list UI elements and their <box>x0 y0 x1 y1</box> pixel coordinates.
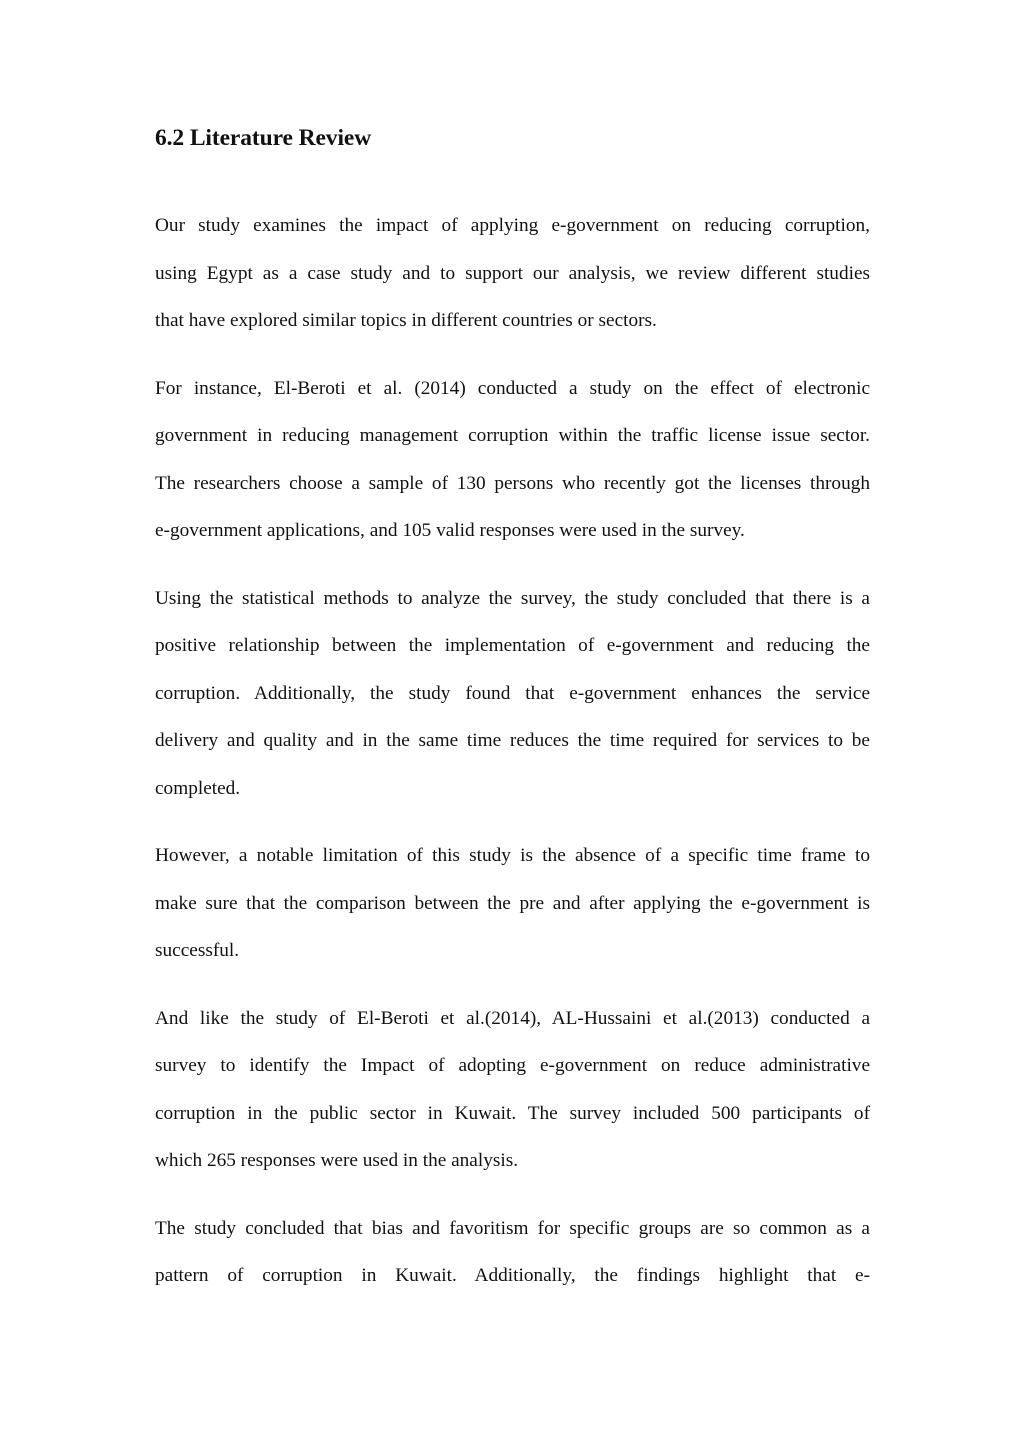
text-line: corruption in the public sector in Kuwait. The survey included 500 participants of <box>155 1102 870 1124</box>
text-line: completed. <box>155 777 241 799</box>
text-line: using Egypt as a case study and to support our analysis, we review different studies <box>155 262 870 284</box>
text-line: For instance, El-Beroti et al. (2014) conducted a study on the effect of electronic <box>155 377 870 399</box>
text-line: The researchers choose a sample of 130 persons who recently got the licenses through <box>155 472 870 494</box>
paragraph-limitation <box>155 832 870 975</box>
text-line: corruption. Additionally, the study found that e-government enhances the service <box>155 682 870 704</box>
text-line: positive relationship between the implementation of e-government and reducing the <box>155 635 870 656</box>
text-line: And like the study of El-Beroti et al.(2014), AL-Hussaini et al.(2013) conducted a <box>155 1007 870 1029</box>
text-line: pattern of corruption in Kuwait. Additionally, the findings highlight that e- <box>155 1265 870 1286</box>
paragraph-el-beroti-findings <box>155 575 870 813</box>
text-line: delivery and quality and in the same time reduces the time required for services to be <box>155 730 870 751</box>
text-line: government in reducing management corruption within the traffic license issue sector. <box>155 425 870 446</box>
paragraph-al-hussaini-findings <box>155 1205 870 1300</box>
document-page <box>155 118 870 1320</box>
text-line: survey to identify the Impact of adopting e-government on reduce administrative <box>155 1055 870 1076</box>
text-line: that have explored similar topics in different countries or sectors. <box>155 310 657 331</box>
text-line: which 265 responses were used in the analysis. <box>155 1150 519 1171</box>
text-line: Using the statistical methods to analyze the survey, the study concluded that there is a <box>155 587 870 609</box>
text-line: The study concluded that bias and favoritism for specific groups are so common as a <box>155 1217 870 1239</box>
text-line: make sure that the comparison between the pre and after applying the e-government is <box>155 892 870 914</box>
paragraph-al-hussaini-study <box>155 995 870 1185</box>
paragraph-intro <box>155 202 870 345</box>
text-line: successful. <box>155 940 240 961</box>
text-line: However, a notable limitation of this study is the absence of a specific time frame to <box>155 845 870 866</box>
paragraph-el-beroti-study <box>155 365 870 555</box>
section-heading: 6.2 Literature Review <box>155 125 372 151</box>
text-line: Our study examines the impact of applying e-government on reducing corruption, <box>155 215 870 236</box>
text-line: e-government applications, and 105 valid responses were used in the survey. <box>155 520 745 541</box>
